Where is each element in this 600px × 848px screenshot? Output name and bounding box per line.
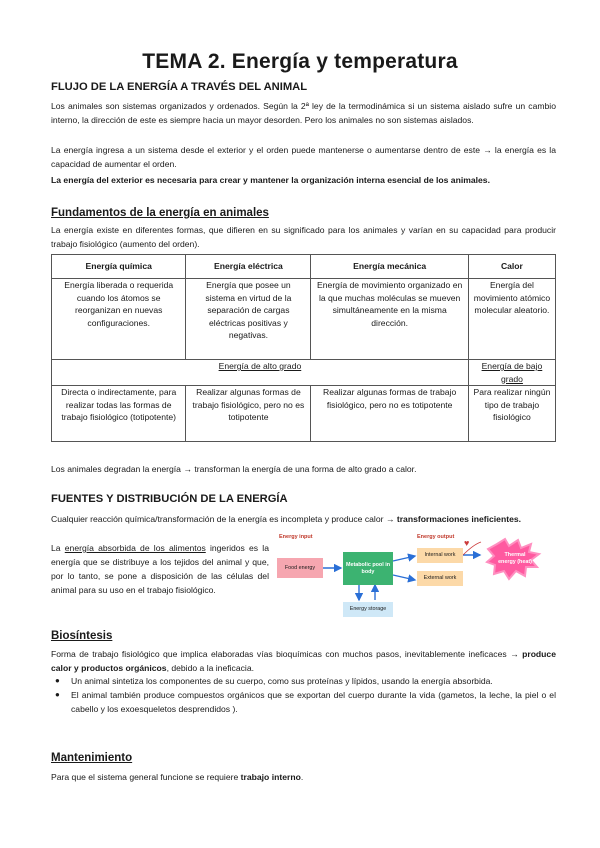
table-cell: Para realizar ningún tipo de trabajo fisiológico xyxy=(468,386,555,442)
paragraph xyxy=(51,512,556,526)
table-cell: Directa o indirectamente, para realizar todas las formas de trabajo fisiológico (totipotente) xyxy=(52,386,186,442)
paragraph: Los animales son sistemas organizados y ordenados. Según la 2ª ley de la termodinámica si un sistema aislado sufre un cambio interno, la dirección de este es siempre hacia un mayor desorden. Pero los animales no son sistemas aislados. xyxy=(51,101,556,125)
text: Para que el sistema general funcione se requiere xyxy=(51,772,241,782)
table-cell-low-grade: Energía de bajo grado xyxy=(468,360,555,386)
page-title: TEMA 2. Energía y temperatura xyxy=(142,50,458,73)
energy-output-label: Energy output xyxy=(417,534,455,540)
energy-storage-box: Energy storage xyxy=(343,602,393,617)
table-cell: Realizar algunas formas de trabajo fisiológico, pero no es totipotente xyxy=(186,386,311,442)
section-heading-mantenimiento: Mantenimiento xyxy=(51,752,133,764)
text: ingeridos es la energía que se distribuye a los tejidos del animal y que, por lo tanto, se pone a disposición de las células del animal para su uso en el trabajo fisiológico. xyxy=(51,543,269,595)
table-header: Energía mecánica xyxy=(311,255,468,279)
paragraph: Los animales degradan la energía → transforman la energía de una forma de alto grado a calor. xyxy=(51,464,417,474)
text: , debido a la ineficacia. xyxy=(166,663,254,673)
text: Cualquier reacción química/transformación de la energía es incompleta y produce calor → xyxy=(51,514,397,524)
arrow-icon xyxy=(393,556,415,561)
thermal-energy-label: Thermal energy (heat) xyxy=(498,552,532,565)
text-underlined: energía absorbida de los alimentos xyxy=(64,543,206,553)
table-header: Energía química xyxy=(52,255,186,279)
table-cell: Energía liberada o requerida cuando los átomos se reorganizan en nuevas configuraciones. xyxy=(52,279,186,360)
text-bold: trabajo interno xyxy=(240,772,301,782)
table-header: Calor xyxy=(468,255,555,279)
text: Forma de trabajo fisiológico que implica elaboradas vías bioquímicas con muchos pasos, inevitablemente ineficaces → xyxy=(51,649,523,659)
table-cell: Energía de movimiento organizado en la que muchas moléculas se mueven simultáneamente en la misma dirección. xyxy=(311,279,468,360)
list-item: ● Un animal sintetiza los componentes de su cuerpo, como sus proteínas y lípidos, usando la energía absorbida. xyxy=(51,674,556,688)
heart-icon: ♥ xyxy=(464,538,470,548)
bullet-list xyxy=(51,674,556,716)
paragraph: La energía existe en diferentes formas, que difieren en su significado para los animales y varían en su capacidad para producir trabajo fisiológico (aumento del orden). xyxy=(51,225,556,249)
table-cell: Realizar algunas formas de trabajo fisiológico, pero no es totipotente xyxy=(311,386,468,442)
section-heading-biosintesis: Biosíntesis xyxy=(51,630,113,642)
paragraph xyxy=(51,647,556,675)
table-header: Energía eléctrica xyxy=(186,255,311,279)
text-bold: produce calor y productos orgánicos xyxy=(51,649,556,673)
section-heading-fundamentos: Fundamentos de la energía en animales xyxy=(51,207,269,219)
metabolic-pool-box: Metabolic pool in body xyxy=(343,552,393,585)
paragraph: La energía ingresa a un sistema desde el exterior y el orden puede mantenerse o aumentarse dentro de este → la energía es la capacidad de aumentar el orden. xyxy=(51,145,556,169)
external-work-box: External work xyxy=(417,571,463,586)
food-energy-box: Food energy xyxy=(277,558,323,578)
table-cell: Energía que posee un sistema en virtud de la separación de cargas eléctricas positivas y negativas. xyxy=(186,279,311,360)
paragraph xyxy=(51,541,269,597)
paragraph xyxy=(51,770,556,784)
text: . xyxy=(300,772,304,782)
paragraph-bold: La energía del exterior es necesaria para crear y mantener la organización interna esencial de los animales. xyxy=(51,175,490,185)
text-bold: transformaciones ineficientes. xyxy=(396,514,522,524)
energy-table xyxy=(51,254,556,442)
section-heading-flujo: FLUJO DE LA ENERGÍA A TRAVÉS DEL ANIMAL xyxy=(51,81,308,93)
text: La xyxy=(51,543,65,553)
internal-work-box: Internal work xyxy=(417,548,463,563)
list-item: ● El animal también produce compuestos orgánicos que se exportan del cuerpo durante la vida (gametos, la leche, la piel o el cabello y los exoesqueletos desprendidos ). xyxy=(51,688,556,716)
energy-input-label: Energy input xyxy=(279,534,313,540)
table-cell: Energía del movimiento atómico molecular aleatorio. xyxy=(468,279,555,360)
energy-flow-diagram xyxy=(275,530,557,620)
table-cell-high-grade: Energía de alto grado xyxy=(52,360,469,386)
arrow-icon xyxy=(393,575,415,580)
section-heading-fuentes: FUENTES Y DISTRIBUCIÓN DE LA ENERGÍA xyxy=(51,493,288,505)
